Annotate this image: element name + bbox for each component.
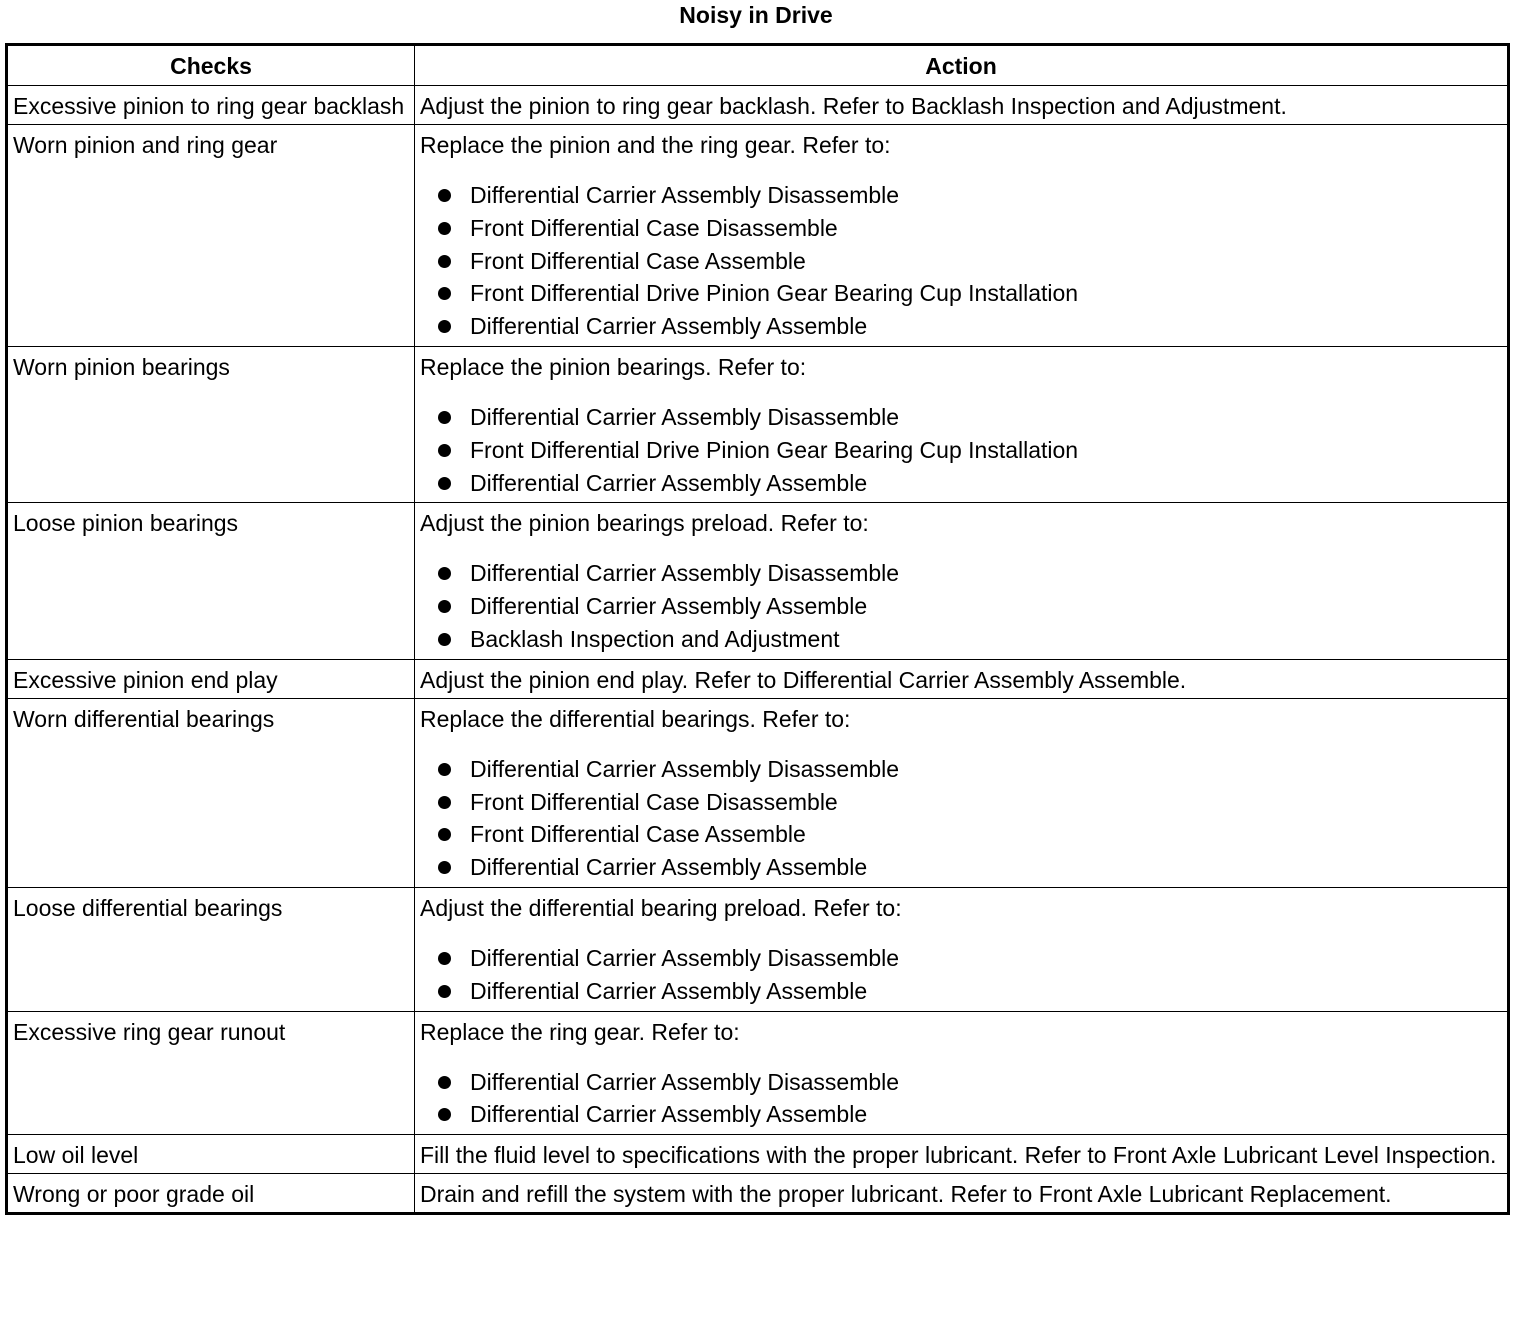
bullet-icon (438, 633, 451, 646)
bullet-icon (438, 1108, 451, 1121)
bullet-icon (438, 1076, 451, 1089)
reference-item (420, 467, 1502, 500)
check-cell: Excessive pinion to ring gear backlash (7, 86, 415, 125)
action-cell (415, 1174, 1509, 1214)
reference-item (420, 786, 1502, 819)
bullet-icon (438, 222, 451, 235)
check-cell: Low oil level (7, 1135, 415, 1174)
header-row (7, 45, 1509, 86)
action-cell (415, 659, 1509, 698)
action-text: Replace the pinion and the ring gear. Refer to: (420, 132, 891, 158)
reference-label: Differential Carrier Assembly Disassemble (470, 560, 900, 587)
action-text: Adjust the differential bearing preload. Refer to: (420, 894, 902, 921)
reference-item (420, 1066, 1502, 1099)
reference-label: Differential Carrier Assembly Disassemble (470, 403, 900, 430)
reference-label: Differential Carrier Assembly Disassemble (470, 755, 900, 782)
reference-item (420, 623, 1502, 656)
action-cell (415, 887, 1509, 1011)
action-text: Replace the ring gear. Refer to: (420, 1018, 740, 1045)
action-cell (415, 346, 1509, 502)
action-cell (415, 698, 1509, 887)
reference-list (420, 923, 1502, 1008)
check-cell: Excessive ring gear runout (7, 1011, 415, 1135)
reference-list (420, 1047, 1502, 1132)
reference-label: Differential Carrier Assembly Assemble (470, 593, 868, 620)
reference-label: Front Differential Case Assemble (470, 821, 806, 848)
reference-item (420, 212, 1502, 245)
table-row (7, 659, 1509, 698)
reference-label: Front Differential Case Assemble (470, 247, 806, 274)
reference-item (420, 1098, 1502, 1131)
bullet-icon (438, 985, 451, 998)
reference-label: Front Differential Case Disassemble (470, 788, 838, 815)
check-cell: Worn pinion and ring gear (7, 125, 415, 347)
table-row (7, 125, 1509, 347)
reference-item (420, 975, 1502, 1008)
page-title: Noisy in Drive (679, 2, 833, 28)
reference-item (420, 942, 1502, 975)
action-cell (415, 1135, 1509, 1174)
bullet-icon (438, 861, 451, 874)
bullet-icon (438, 952, 451, 965)
reference-item (420, 753, 1502, 786)
bullet-icon (438, 477, 451, 490)
check-cell: Worn differential bearings (7, 698, 415, 887)
action-cell (415, 86, 1509, 125)
check-cell: Wrong or poor grade oil (7, 1174, 415, 1214)
action-text: Adjust the pinion end play. Refer to Differential Carrier Assembly Assemble. (420, 666, 1187, 693)
action-text: Drain and refill the system with the proper lubricant. Refer to Front Axle Lubricant Replacement. (420, 1181, 1392, 1208)
table-row (7, 887, 1509, 1011)
reference-item (420, 245, 1502, 278)
action-text: Adjust the pinion bearings preload. Refer to: (420, 510, 869, 537)
reference-item (420, 590, 1502, 623)
reference-list (420, 382, 1502, 499)
reference-label: Differential Carrier Assembly Disassemble (470, 944, 900, 971)
checks-column-header: Checks (7, 45, 415, 86)
reference-list (420, 734, 1502, 884)
reference-label: Differential Carrier Assembly Disassemble (470, 182, 900, 208)
reference-list (420, 160, 1502, 343)
reference-list (420, 538, 1502, 655)
table-row (7, 698, 1509, 887)
table-row (7, 503, 1509, 659)
action-text: Adjust the pinion to ring gear backlash. Refer to Backlash Inspection and Adjustment. (420, 93, 1287, 119)
reference-label: Differential Carrier Assembly Assemble (470, 1101, 868, 1128)
bullet-icon (438, 411, 451, 424)
check-cell: Excessive pinion end play (7, 659, 415, 698)
check-cell: Loose pinion bearings (7, 503, 415, 659)
action-cell (415, 1011, 1509, 1135)
bullet-icon (438, 828, 451, 841)
reference-item (420, 401, 1502, 434)
reference-label: Differential Carrier Assembly Assemble (470, 469, 868, 496)
bullet-icon (438, 763, 451, 776)
bullet-icon (438, 255, 451, 268)
bullet-icon (438, 444, 451, 457)
table-row (7, 1174, 1509, 1214)
reference-item (420, 818, 1502, 851)
action-text: Replace the differential bearings. Refer to: (420, 705, 851, 732)
action-cell (415, 503, 1509, 659)
bullet-icon (438, 287, 451, 300)
reference-label: Front Differential Case Disassemble (470, 214, 838, 241)
action-column-header: Action (415, 45, 1509, 86)
reference-item (420, 851, 1502, 884)
reference-item (420, 434, 1502, 467)
reference-item (420, 277, 1502, 310)
table-row (7, 86, 1509, 125)
diagnostic-table (5, 43, 1510, 1215)
table-row (7, 1135, 1509, 1174)
reference-label: Differential Carrier Assembly Assemble (470, 977, 868, 1004)
reference-item (420, 179, 1502, 212)
bullet-icon (438, 796, 451, 809)
reference-item (420, 557, 1502, 590)
action-text: Fill the fluid level to specifications with the proper lubricant. Refer to Front Axle Lubricant Level Inspection. (420, 1142, 1497, 1169)
bullet-icon (438, 320, 451, 333)
bullet-icon (438, 189, 451, 202)
reference-item (420, 310, 1502, 343)
reference-label: Front Differential Drive Pinion Gear Bearing Cup Installation (470, 436, 1079, 463)
reference-label: Differential Carrier Assembly Assemble (470, 313, 868, 340)
reference-label: Differential Carrier Assembly Disassemble (470, 1068, 900, 1095)
bullet-icon (438, 567, 451, 580)
table-row (7, 346, 1509, 502)
reference-label: Backlash Inspection and Adjustment (470, 625, 840, 652)
check-cell: Worn pinion bearings (7, 346, 415, 502)
table-row (7, 1011, 1509, 1135)
check-cell: Loose differential bearings (7, 887, 415, 1011)
bullet-icon (438, 600, 451, 613)
action-text: Replace the pinion bearings. Refer to: (420, 353, 807, 380)
reference-label: Front Differential Drive Pinion Gear Bearing Cup Installation (470, 280, 1079, 307)
action-cell (415, 125, 1509, 347)
reference-label: Differential Carrier Assembly Assemble (470, 854, 868, 881)
